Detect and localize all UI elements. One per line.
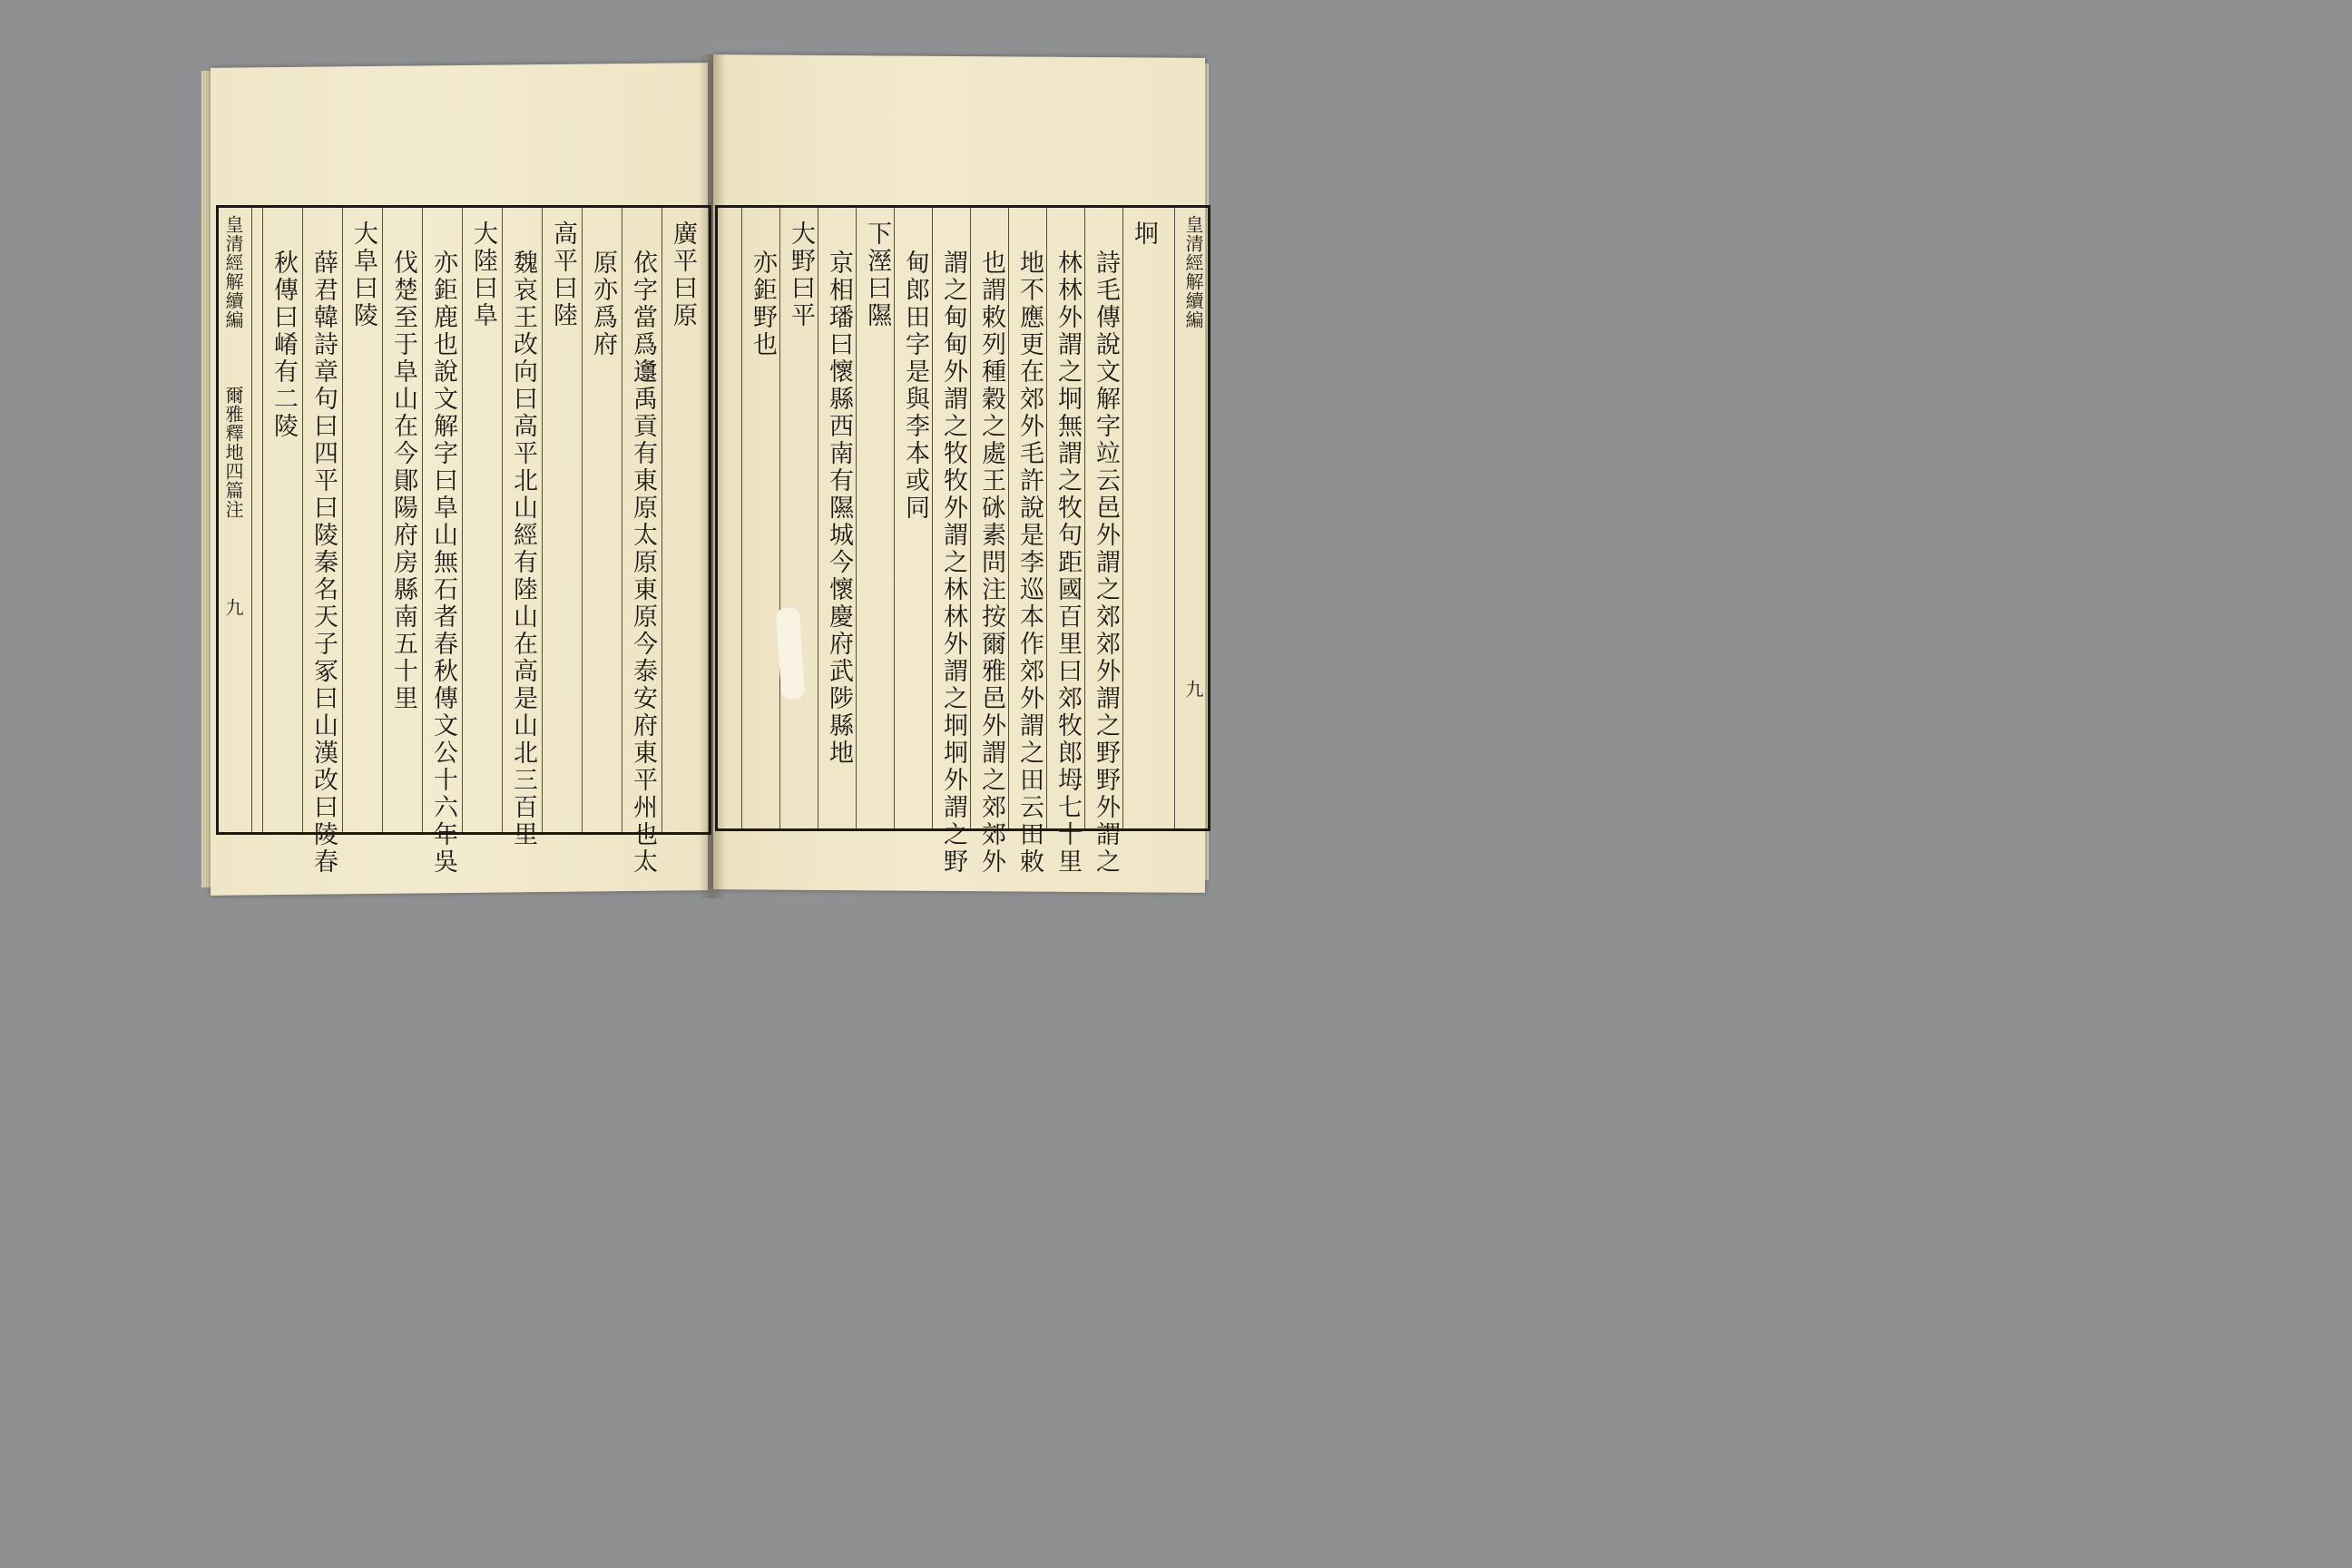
column-rule (542, 208, 543, 832)
column-rule (970, 208, 971, 828)
column-rule (1122, 208, 1123, 828)
text-column: 亦鉅鹿也說文解字曰阜山無石者春秋傳文公十六年吳 (429, 250, 457, 876)
text-column: 薛君韓詩章句曰四平曰陵秦名天子冢曰山漢改曰陵春 (309, 250, 338, 876)
text-column: 秋傳曰崤有二陵 (270, 250, 298, 440)
text-column: 京相璠曰懷縣西南有隰城今懷慶府武陟縣地 (825, 250, 853, 767)
text-column: 也謂敕列種穀之處王砯素問注按爾雅邑外謂之郊郊外 (977, 250, 1005, 876)
column-rule (462, 208, 463, 832)
column-rule (342, 208, 343, 832)
column-rule (1084, 208, 1085, 828)
left-margin-header (219, 208, 251, 832)
column-rule (779, 208, 780, 828)
text-column: 亦鉅野也 (749, 250, 777, 358)
column-rule (856, 208, 857, 828)
column-rule (894, 208, 895, 828)
column-rule (302, 208, 303, 832)
text-column: 下溼曰隰 (863, 220, 891, 329)
column-rule (1174, 208, 1175, 828)
text-column: 甸郎田字是與李本或同 (901, 250, 929, 522)
column-rule (382, 208, 383, 832)
text-column: 詩毛傳說文解字竝云邑外謂之郊郊外謂之野野外謂之 (1092, 250, 1120, 876)
text-column: 原亦爲府 (589, 250, 617, 358)
right-page-frame (715, 205, 1210, 876)
text-column: 高平曰陸 (549, 220, 577, 329)
text-column: 魏哀王改向曰高平北山經有陸山在高是山北三百里 (509, 250, 537, 848)
text-column: 謂之甸甸外謂之牧牧外謂之林林外謂之坰坰外謂之野 (939, 250, 967, 876)
text-column: 依字當爲邍禹貢有東原太原東原今泰安府東平州也太 (629, 250, 657, 876)
left-header-title: 皇清經解續編 (222, 215, 244, 329)
column-rule (1046, 208, 1047, 828)
column-rule (741, 208, 742, 828)
right-margin-header (1175, 208, 1208, 828)
text-column: 伐楚至于阜山在今鄖陽府房縣南五十里 (389, 250, 417, 712)
right-header-title: 皇清經解續編 (1182, 215, 1204, 329)
book-photograph (0, 0, 1423, 948)
text-column: 廣平曰原 (669, 220, 697, 329)
column-rule (1008, 208, 1009, 828)
text-column: 大野曰平 (787, 220, 815, 329)
text-column: 林林外謂之坰無謂之牧句距國百里曰郊牧郎坶七十里 (1054, 250, 1082, 876)
left-header-folio: 九 (222, 598, 244, 617)
text-column: 地不應更在郊外毛許說是李巡本作郊外謂之田云田敕 (1015, 250, 1044, 876)
column-rule (582, 208, 583, 832)
right-header-folio: 九 (1182, 680, 1204, 699)
column-rule (262, 208, 263, 832)
left-page-frame (216, 205, 711, 876)
text-column: 坰 (1130, 220, 1158, 248)
column-rule (502, 208, 503, 832)
column-rule (932, 208, 933, 828)
text-column: 大阜曰陵 (349, 220, 377, 329)
text-column: 大陸曰阜 (469, 220, 497, 329)
column-rule (422, 208, 423, 832)
left-header-section: 爾雅釋地四篇注 (222, 386, 244, 519)
column-rule (251, 208, 252, 832)
